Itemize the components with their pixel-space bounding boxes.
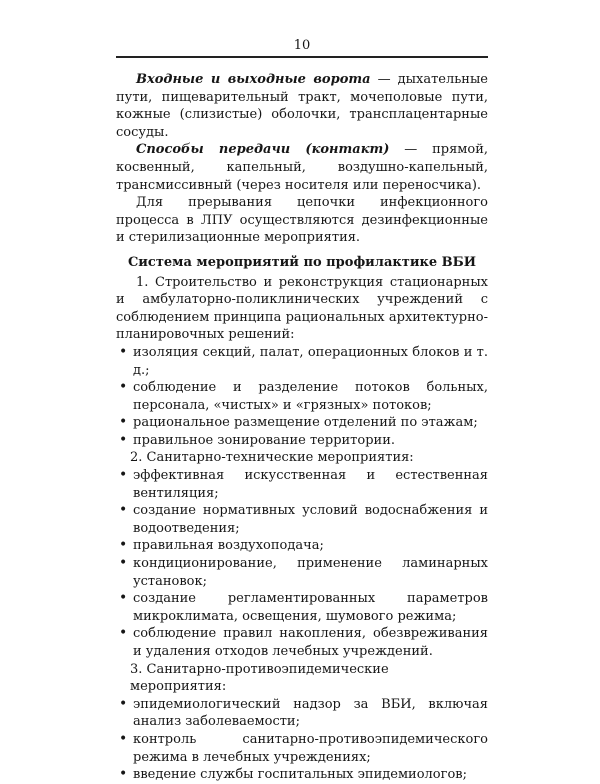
list-item: • создание регламентированных параметров микроклимата, освещения, шумового режима; xyxy=(116,590,488,625)
definition-transmission: — прямой, косвенный, капельный, воздушно-капельный, трансмиссивный (через носителя или переносчика). xyxy=(116,142,488,193)
list-item: • соблюдение правил накопления, обезвреживания и удаления отходов лечебных учреждений. xyxy=(116,625,488,660)
list-item: • создание нормативных условий водоснабжения и водоотведения; xyxy=(116,502,488,537)
paragraph-disinfection: Для прерывания цепочки инфекционного процесса в ЛПУ осуществляются дезинфекционные и стерилизационные мероприятия. xyxy=(116,195,488,246)
list-item: • кондиционирование, применение ламинарных установок; xyxy=(116,555,488,590)
section-heading: Система мероприятий по профилактике ВБИ xyxy=(127,254,477,270)
paragraph-transmission xyxy=(116,141,488,194)
list-item: • эффективная искусственная и естественная вентиляция; xyxy=(116,467,488,502)
term-transmission: Способы передачи (контакт) xyxy=(136,142,390,158)
list-item: • соблюдение и разделение потоков больных, персонала, «чистых» и «грязных» потоков; xyxy=(116,379,488,414)
list-item: • введение службы госпитальных эпидемиологов; xyxy=(116,766,488,784)
section-1-intro: 1. Строительство и реконструкция стационарных и амбулаторно-поликлинических учреждений с соблюдением принципа рациональных архитектурно-планировочных решений: xyxy=(116,274,488,343)
section-3-list xyxy=(116,696,488,784)
page-body xyxy=(116,71,488,784)
list-item: • рациональное размещение отделений по этажам; xyxy=(116,414,488,432)
term-entry-exit: Входные и выходные ворота xyxy=(136,72,371,87)
definition-entry-exit: — дыхательные пути, пищеварительный тракт, мочеполовые пути, кожные (слизистые) оболочки, трансплацентарные сосуды. xyxy=(116,72,488,140)
list-item: • правильное зонирование территории. xyxy=(116,432,488,450)
section-2-list xyxy=(116,467,488,661)
section-3-intro: 3. Санитарно-противоэпидемические мероприятия: xyxy=(130,661,389,695)
list-item: • контроль санитарно-противоэпидемического режима в лечебных учреждениях; xyxy=(116,731,488,766)
header-rule xyxy=(116,56,488,58)
paragraph-entry-exit xyxy=(116,71,488,141)
list-item: • правильная воздухоподача; xyxy=(116,537,488,555)
page-number: 10 xyxy=(293,38,311,53)
section-2-intro: 2. Санитарно-технические мероприятия: xyxy=(130,450,414,466)
list-item: • изоляция секций, палат, операционных блоков и т. д.; xyxy=(116,344,488,379)
section-1-list xyxy=(116,344,488,450)
list-item: • эпидемиологический надзор за ВБИ, включая анализ заболеваемости; xyxy=(116,696,488,731)
